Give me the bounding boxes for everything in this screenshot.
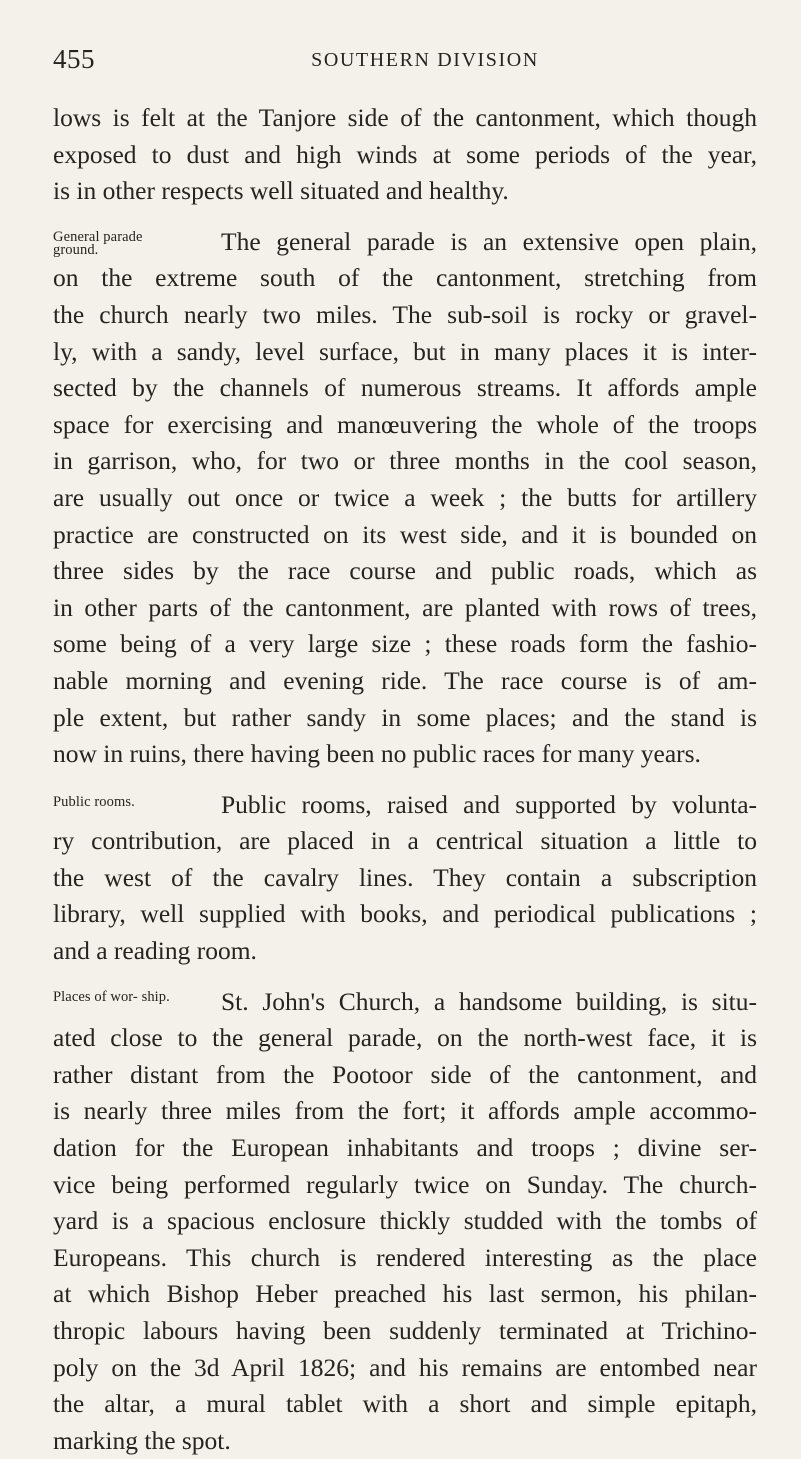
line-text: are usually out once or twice a week ; the butts for artillery [53,482,757,512]
line-text: is nearly three miles from the fort; it affords ample accommo- [53,1096,757,1126]
text-line [53,736,757,773]
text-line [53,407,757,444]
line-text: practice are constructed on its west side, and it is bounded on [53,519,757,549]
text-line [53,1240,757,1277]
text-line [53,1093,757,1130]
text-line [53,700,757,737]
line-text: is in other respects well situated and healthy. [53,176,509,206]
text-line [53,173,757,210]
line-text: ry contribution, are placed in a centrical situation a little to [53,826,757,856]
line-text: yard is a spacious enclosure thickly studded with the tombs of [53,1206,757,1236]
margin-note: Places of wor- ship. [53,988,170,1005]
line-text: ly, with a sandy, level surface, but in many places it is inter- [53,336,757,366]
body-text [53,100,757,1459]
line-text: St. John's Church, a handsome building, is situ- [221,986,757,1016]
text-line [53,480,757,517]
line-text: ple extent, but rather sandy in some places; and the stand is [53,702,757,732]
line-text: on the extreme south of the cantonment, stretching from [53,263,757,293]
line-text: Public rooms, raised and supported by volunta- [221,789,757,819]
text-line [53,626,757,663]
line-text: thropic labours having been suddenly terminated at Trichino- [53,1316,757,1345]
line-text: sected by the channels of numerous streams. It affords ample [53,373,757,403]
line-text: The general parade is an extensive open plain, [221,226,757,256]
text-line [53,1130,757,1167]
line-text: and a reading room. [53,936,257,966]
page-number: 455 [53,44,95,74]
text-line [53,590,757,627]
text-line [53,1167,757,1204]
line-text: the church nearly two miles. The sub-soil is rocky or gravel- [53,299,757,329]
text-line [53,517,757,554]
text-line [53,984,757,1021]
text-line [53,663,757,700]
paragraph [53,224,757,773]
text-line [53,100,757,137]
running-head: SOUTHERN DIVISION [311,49,539,71]
paragraph [53,787,757,970]
line-text: Europeans. This church is rendered interesting as the place [53,1242,757,1272]
text-line [53,1203,757,1240]
text-line [53,1057,757,1094]
margin-note: General parade ground. [53,228,143,258]
line-text: rather distant from the Pootoor side of the cantonment, and [53,1059,757,1089]
line-text: the altar, a mural tablet with a short and simple epitaph, [53,1389,757,1419]
text-line [53,1020,757,1057]
text-line [53,896,757,933]
text-line [53,787,757,824]
text-line [53,1423,757,1459]
text-line [53,137,757,174]
line-text: now in ruins, there having been no public races for many years. [53,739,701,769]
text-line [53,1350,757,1387]
text-line [53,370,757,407]
text-line [53,1386,757,1423]
text-line [53,297,757,334]
line-text: some being of a very large size ; these roads form the fashio- [53,629,757,659]
paragraph [53,984,757,1459]
paragraph-gap [53,970,757,984]
line-text: poly on the 3d April 1826; and his remains are entombed near [53,1352,757,1382]
line-text: space for exercising and manœuvering the whole of the troops [53,409,757,439]
line-text: dation for the European inhabitants and troops ; divine ser- [53,1133,757,1163]
text-line [53,1276,757,1313]
text-line [53,553,757,590]
text-line [53,933,757,970]
line-text: in garrison, who, for two or three months in the cool season, [53,446,757,476]
paragraph-gap [53,210,757,224]
page-header [53,44,757,78]
text-line [53,260,757,297]
text-line [53,823,757,860]
line-text: marking the spot. [53,1425,231,1455]
line-text: ated close to the general parade, on the north-west face, it is [53,1023,757,1053]
text-line [53,224,757,261]
text-line [53,443,757,480]
line-text: library, well supplied with books, and periodical publications ; [53,899,757,929]
text-line [53,860,757,897]
line-text: three sides by the race course and public roads, which as [53,556,757,586]
text-line [53,1313,757,1350]
margin-note: Public rooms. [53,793,135,810]
line-text: nable morning and evening ride. The race course is of am- [53,665,757,695]
paragraph-gap [53,773,757,787]
paragraph [53,100,757,210]
line-text: vice being performed regularly twice on Sunday. The church- [53,1169,757,1199]
line-text: the west of the cavalry lines. They contain a subscription [53,862,757,892]
line-text: exposed to dust and high winds at some periods of the year, [53,139,757,169]
line-text: in other parts of the cantonment, are planted with rows of trees, [53,592,757,622]
line-text: lows is felt at the Tanjore side of the cantonment, which though [53,103,757,132]
text-line [53,334,757,371]
line-text: at which Bishop Heber preached his last sermon, his philan- [53,1279,757,1309]
